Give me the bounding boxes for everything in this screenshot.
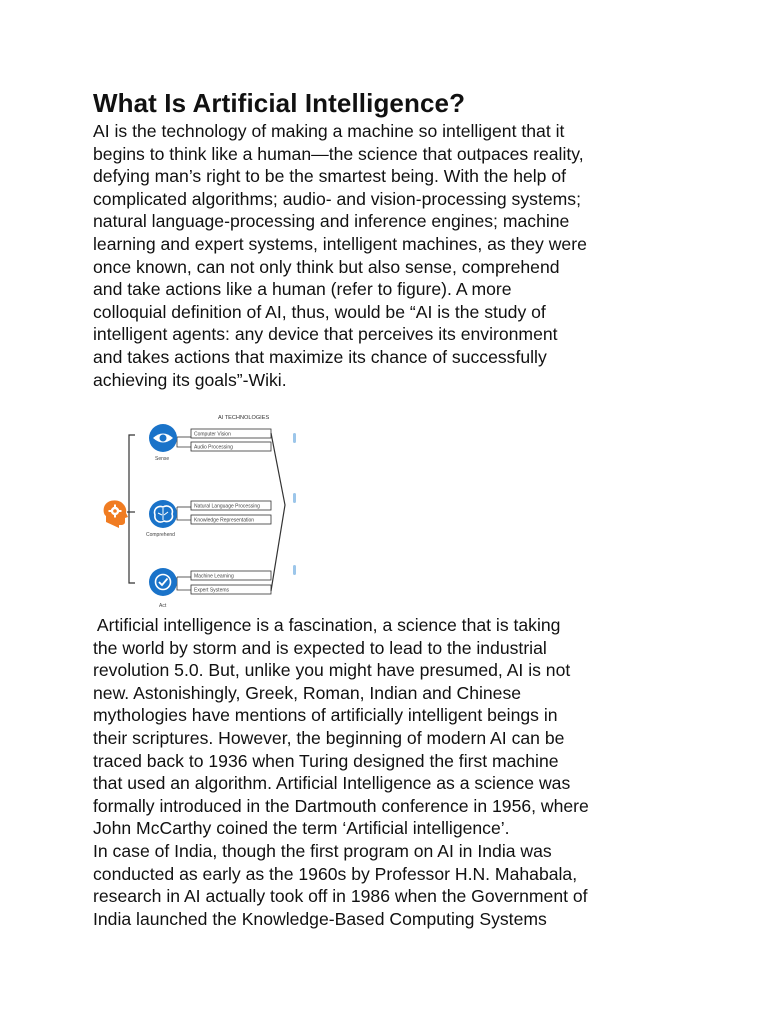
paragraph-line: research in AI actually took off in 1986 when the Government of xyxy=(93,886,588,907)
paragraph-line: colloquial definition of AI, thus, would be “AI is the study of xyxy=(93,301,546,322)
paragraph-line: India launched the Knowledge-Based Computing Systems xyxy=(93,908,547,929)
item-label: Computer Vision xyxy=(194,431,231,438)
group-label: Sense xyxy=(155,456,170,462)
paragraph-line: conducted as early as the 1960s by Professor H.N. Mahabala, xyxy=(93,863,578,884)
paragraph-line: formally introduced in the Dartmouth conference in 1956, where xyxy=(93,795,589,816)
paragraph-line: and takes actions that maximize its chance of successfully xyxy=(93,346,547,367)
page-title: What Is Artificial Intelligence? xyxy=(93,88,466,118)
paragraph-line: John McCarthy coined the term ‘Artificial intelligence’. xyxy=(93,818,510,839)
paragraph-line: new. Astonishingly, Greek, Roman, Indian and Chinese xyxy=(93,682,522,703)
cropped-mark xyxy=(293,493,296,503)
paragraph-line: complicated algorithms; audio- and vision-processing systems; xyxy=(93,188,581,209)
eye-icon xyxy=(149,424,177,452)
paragraph-line: begins to think like a human—the science that outpaces reality, xyxy=(93,143,584,164)
paragraph-line: their scriptures. However, the beginning of modern AI can be xyxy=(93,727,565,748)
paragraph-line: natural language-processing and inference engines; machine xyxy=(93,211,570,232)
act-group xyxy=(149,568,271,609)
item-label: Audio Processing xyxy=(194,444,233,451)
figure-header: AI TECHNOLOGIES xyxy=(218,415,270,421)
right-bracket xyxy=(271,433,285,591)
item-label: Machine Learning xyxy=(194,573,234,580)
group-label: Comprehend xyxy=(146,532,175,538)
paragraph-line: the world by storm and is expected to lead to the industrial xyxy=(93,637,547,658)
group-label: Act xyxy=(159,603,167,609)
paragraph-line: mythologies have mentions of artificially intelligent beings in xyxy=(93,705,558,726)
history-paragraph xyxy=(93,614,589,930)
item-label: Natural Language Processing xyxy=(194,503,260,510)
head-gear-icon xyxy=(104,500,128,528)
ai-technologies-figure xyxy=(93,405,303,611)
paragraph-line: defying man’s right to be the smartest being. With the help of xyxy=(93,166,567,187)
left-bracket xyxy=(129,435,135,583)
paragraph-line: AI is the technology of making a machine so intelligent that it xyxy=(93,121,565,141)
paragraph-line: achieving its goals”-Wiki. xyxy=(93,369,287,390)
paragraph-line: Artificial intelligence is a fascination, a science that is taking xyxy=(93,615,561,635)
paragraph-line: once known, can not only think but also sense, comprehend xyxy=(93,256,560,277)
cropped-mark xyxy=(293,565,296,575)
item-label: Knowledge Representation xyxy=(194,517,255,524)
checkmark-icon xyxy=(149,568,177,596)
paragraph-line: and take actions like a human (refer to figure). A more xyxy=(93,279,512,300)
paragraph-line: intelligent agents: any device that perceives its environment xyxy=(93,324,558,345)
intro-paragraph xyxy=(93,120,587,391)
item-label: Expert Systems xyxy=(194,587,230,594)
brain-icon xyxy=(149,500,177,528)
comprehend-group xyxy=(146,500,271,538)
paragraph-line: traced back to 1936 when Turing designed the first machine xyxy=(93,750,559,771)
paragraph-line: revolution 5.0. But, unlike you might have presumed, AI is not xyxy=(93,660,571,681)
paragraph-line: learning and expert systems, intelligent machines, as they were xyxy=(93,233,587,254)
ai-technologies-diagram xyxy=(93,405,303,611)
paragraph-line: In case of India, though the first program on AI in India was xyxy=(93,840,552,861)
cropped-mark xyxy=(293,433,296,443)
sense-group xyxy=(149,424,271,462)
paragraph-line: that used an algorithm. Artificial Intelligence as a science was xyxy=(93,773,571,794)
